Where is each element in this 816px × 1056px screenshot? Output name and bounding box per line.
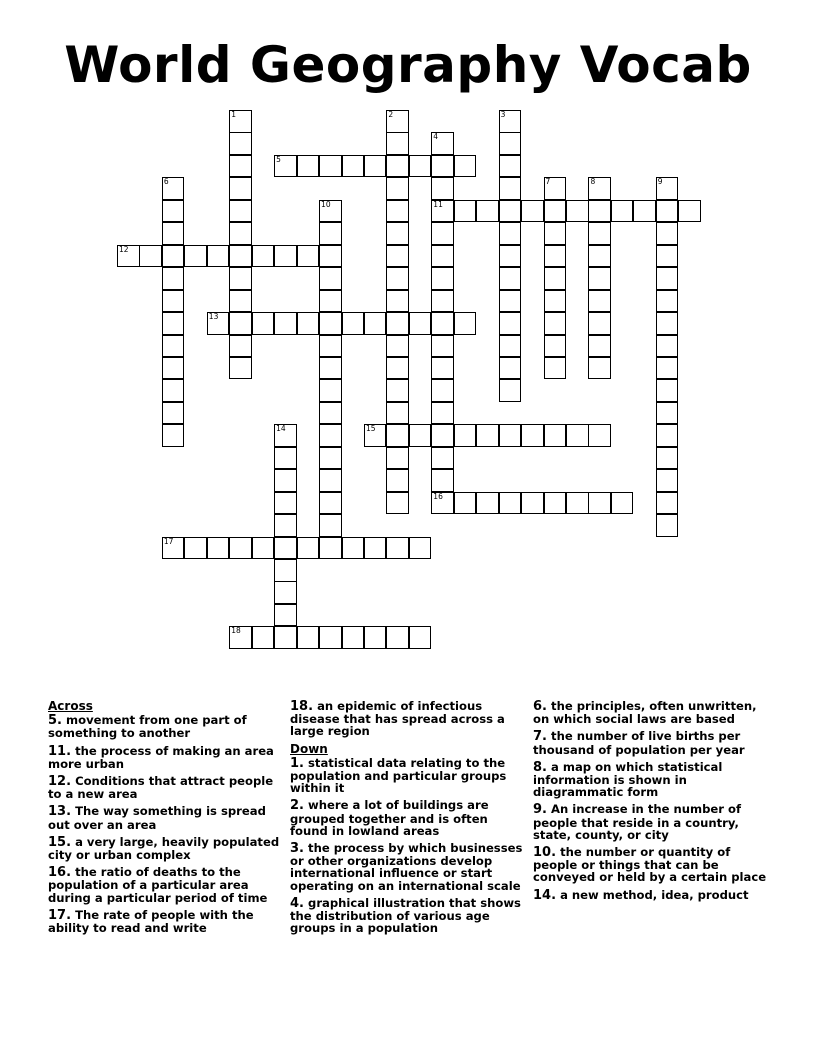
crossword-cell[interactable]: [588, 267, 611, 290]
crossword-cell[interactable]: [162, 424, 185, 447]
clue-number: 5.: [48, 713, 62, 729]
crossword-cell[interactable]: [431, 132, 454, 155]
page-title: World Geography Vocab: [64, 36, 752, 94]
crossword-cell[interactable]: [656, 447, 679, 470]
crossword-cell[interactable]: [499, 110, 522, 133]
crossword-cell[interactable]: [162, 312, 185, 335]
crossword-cell[interactable]: [499, 290, 522, 313]
crossword-cell[interactable]: [342, 537, 365, 560]
down-clue: [533, 889, 773, 902]
crossword-cell[interactable]: [431, 267, 454, 290]
crossword-cell[interactable]: [319, 222, 342, 245]
clue-number-label: 16: [433, 491, 443, 501]
crossword-cell[interactable]: [409, 424, 432, 447]
crossword-cell[interactable]: [544, 424, 567, 447]
crossword-cell[interactable]: [409, 155, 432, 178]
crossword-cell[interactable]: [588, 312, 611, 335]
crossword-cell[interactable]: [454, 155, 477, 178]
crossword-cell[interactable]: [386, 312, 409, 335]
clue-number: 15.: [48, 834, 72, 850]
down-clue: [533, 730, 773, 755]
crossword-cell[interactable]: [431, 447, 454, 470]
crossword-cell[interactable]: [319, 267, 342, 290]
crossword-cell[interactable]: [656, 312, 679, 335]
crossword-cell[interactable]: [229, 290, 252, 313]
crossword-cell[interactable]: [229, 177, 252, 200]
crossword-cell[interactable]: [184, 537, 207, 560]
crossword-cell[interactable]: [431, 402, 454, 425]
crossword-cell[interactable]: [342, 626, 365, 649]
crossword-cell[interactable]: [386, 447, 409, 470]
clue-column-1: [48, 700, 280, 939]
crossword-cell[interactable]: [319, 424, 342, 447]
crossword-cell[interactable]: [274, 514, 297, 537]
crossword-cell[interactable]: [386, 177, 409, 200]
crossword-cell[interactable]: [319, 155, 342, 178]
crossword-cell[interactable]: [656, 267, 679, 290]
crossword-cell[interactable]: [342, 312, 365, 335]
crossword-cell[interactable]: [656, 290, 679, 313]
crossword-cell[interactable]: [431, 492, 454, 515]
crossword-cell[interactable]: [588, 357, 611, 380]
crossword-cell[interactable]: [184, 245, 207, 268]
crossword-cell[interactable]: [274, 604, 297, 627]
crossword-cell[interactable]: [633, 200, 656, 223]
crossword-cell[interactable]: [544, 335, 567, 358]
crossword-cell[interactable]: [229, 312, 252, 335]
crossword-cell[interactable]: [274, 537, 297, 560]
crossword-cell[interactable]: [162, 402, 185, 425]
clue-text: Conditions that attract people to a new area: [48, 774, 274, 802]
crossword-cell[interactable]: [521, 200, 544, 223]
crossword-cell[interactable]: [319, 402, 342, 425]
crossword-cell[interactable]: [431, 155, 454, 178]
crossword-cell[interactable]: [386, 267, 409, 290]
clue-text: a new method, idea, product: [556, 887, 749, 902]
crossword-cell[interactable]: [454, 200, 477, 223]
crossword-cell[interactable]: [499, 379, 522, 402]
clue-number: 4.: [290, 895, 304, 911]
crossword-cell[interactable]: [678, 200, 701, 223]
crossword-cell[interactable]: [431, 312, 454, 335]
crossword-cell[interactable]: [229, 245, 252, 268]
crossword-cell[interactable]: [454, 312, 477, 335]
clue-number: 13.: [48, 804, 72, 820]
crossword-cell[interactable]: [319, 335, 342, 358]
crossword-cell[interactable]: [229, 200, 252, 223]
crossword-cell[interactable]: [431, 357, 454, 380]
crossword-cell[interactable]: [521, 424, 544, 447]
clue-number-label: 17: [163, 536, 174, 546]
crossword-cell[interactable]: [431, 424, 454, 447]
clue-number: 8.: [533, 759, 547, 775]
across-clue: [48, 714, 280, 739]
across-clue: [48, 745, 280, 770]
crossword-cell[interactable]: [162, 537, 185, 560]
crossword-cell[interactable]: [364, 537, 387, 560]
crossword-cell[interactable]: [274, 245, 297, 268]
crossword-cell[interactable]: [274, 581, 297, 604]
crossword-cell[interactable]: [386, 290, 409, 313]
crossword-cell[interactable]: [229, 267, 252, 290]
crossword-cell[interactable]: [364, 424, 387, 447]
across-clue: [48, 775, 280, 800]
clue-number-label: 6: [163, 177, 169, 187]
crossword-cell[interactable]: [431, 222, 454, 245]
crossword-cell[interactable]: [544, 267, 567, 290]
crossword-cell[interactable]: [386, 469, 409, 492]
clue-text: the process by which businesses or other organizations develop international influence or start operating on an international scale: [290, 841, 523, 893]
crossword-cell[interactable]: [431, 469, 454, 492]
crossword-cell[interactable]: [162, 290, 185, 313]
crossword-cell[interactable]: [162, 177, 185, 200]
clue-number-label: 3: [500, 110, 506, 119]
clue-number: 12.: [48, 774, 72, 790]
crossword-cell[interactable]: [566, 492, 589, 515]
crossword-cell[interactable]: [566, 424, 589, 447]
crossword-cell[interactable]: [588, 424, 611, 447]
crossword-cell[interactable]: [544, 290, 567, 313]
crossword-cell[interactable]: [319, 626, 342, 649]
crossword-cell[interactable]: [252, 537, 275, 560]
crossword-cell[interactable]: [431, 379, 454, 402]
clue-number: 7.: [533, 729, 547, 745]
crossword-cell[interactable]: [229, 132, 252, 155]
clue-text: the number of live births per thousand of population per year: [533, 729, 745, 757]
crossword-cell[interactable]: [252, 626, 275, 649]
crossword-cell[interactable]: [656, 424, 679, 447]
crossword-cell[interactable]: [588, 177, 611, 200]
crossword-cell[interactable]: [207, 245, 230, 268]
crossword-cell[interactable]: [207, 312, 230, 335]
crossword-cell[interactable]: [162, 200, 185, 223]
crossword-cell[interactable]: [656, 200, 679, 223]
clue-number-label: 18: [231, 626, 241, 636]
crossword-cell[interactable]: [162, 335, 185, 358]
clue-number-label: 1: [231, 110, 237, 119]
crossword-cell[interactable]: [454, 424, 477, 447]
crossword-cell[interactable]: [207, 537, 230, 560]
clue-number: 6.: [533, 699, 547, 714]
crossword-cell[interactable]: [319, 245, 342, 268]
crossword-cell[interactable]: [274, 469, 297, 492]
crossword-cell[interactable]: [274, 312, 297, 335]
crossword-cell[interactable]: [499, 312, 522, 335]
clue-number: 10.: [533, 845, 557, 861]
crossword-cell[interactable]: [319, 469, 342, 492]
crossword-cell[interactable]: [229, 155, 252, 178]
clue-number-label: 10: [321, 199, 331, 209]
crossword-cell[interactable]: [521, 492, 544, 515]
crossword-cell[interactable]: [252, 312, 275, 335]
crossword-cell[interactable]: [499, 155, 522, 178]
clue-number-label: 11: [433, 199, 443, 209]
clue-number-label: 4: [433, 132, 439, 142]
clue-number: 3.: [290, 841, 304, 857]
down-clue: [290, 842, 528, 892]
clue-text: a very large, heavily populated city or urban complex: [48, 834, 280, 863]
down-clue: [533, 700, 773, 725]
crossword-cell[interactable]: [319, 514, 342, 537]
crossword-cell[interactable]: [117, 245, 140, 268]
crossword-cell[interactable]: [431, 290, 454, 313]
crossword-cell[interactable]: [162, 379, 185, 402]
crossword-cell[interactable]: [431, 200, 454, 223]
crossword-cell[interactable]: [588, 222, 611, 245]
crossword-cell[interactable]: [386, 402, 409, 425]
crossword-cell[interactable]: [611, 492, 634, 515]
clue-text: where a lot of buildings are grouped together and is often found in lowland areas: [290, 798, 489, 838]
crossword-cell[interactable]: [656, 514, 679, 537]
crossword-cell[interactable]: [364, 155, 387, 178]
crossword-cell[interactable]: [476, 200, 499, 223]
crossword-cell[interactable]: [588, 290, 611, 313]
crossword-cell[interactable]: [386, 335, 409, 358]
clue-number-label: 5: [276, 154, 281, 164]
crossword-cell[interactable]: [476, 492, 499, 515]
crossword-cell[interactable]: [656, 379, 679, 402]
crossword-cell[interactable]: [499, 492, 522, 515]
crossword-cell[interactable]: [319, 379, 342, 402]
crossword-cell[interactable]: [364, 312, 387, 335]
clue-text: statistical data relating to the population and particular groups within it: [290, 755, 507, 796]
crossword-cell[interactable]: [454, 492, 477, 515]
clue-number: 16.: [48, 865, 72, 881]
crossword-cell[interactable]: [656, 245, 679, 268]
across-clue: [48, 805, 280, 830]
crossword-cell[interactable]: [656, 469, 679, 492]
crossword-cell[interactable]: [319, 290, 342, 313]
clue-text: a map on which statistical information is shown in diagrammatic form: [533, 759, 723, 800]
clue-text: graphical illustration that shows the distribution of various age groups in a population: [290, 895, 521, 936]
crossword-cell[interactable]: [386, 200, 409, 223]
crossword-cell[interactable]: [229, 335, 252, 358]
crossword-cell[interactable]: [229, 222, 252, 245]
crossword-cell[interactable]: [544, 312, 567, 335]
clue-text: movement from one part of something to another: [48, 713, 247, 741]
crossword-cell[interactable]: [499, 222, 522, 245]
crossword-cell[interactable]: [499, 200, 522, 223]
crossword-cell[interactable]: [319, 312, 342, 335]
across-heading: Across: [48, 699, 93, 713]
crossword-cell[interactable]: [274, 626, 297, 649]
crossword-cell[interactable]: [544, 200, 567, 223]
crossword-cell[interactable]: [297, 312, 320, 335]
crossword-cell[interactable]: [544, 492, 567, 515]
crossword-cell[interactable]: [319, 200, 342, 223]
clue-number: 14.: [533, 887, 557, 903]
crossword-cell[interactable]: [297, 155, 320, 178]
crossword-cell[interactable]: [656, 357, 679, 380]
crossword-cell[interactable]: [386, 424, 409, 447]
crossword-cell[interactable]: [431, 335, 454, 358]
clue-number: 1.: [290, 755, 304, 771]
crossword-cell[interactable]: [588, 200, 611, 223]
crossword-cell[interactable]: [656, 335, 679, 358]
clue-number-label: 7: [545, 177, 551, 187]
clue-number: 18.: [290, 699, 314, 714]
crossword-cell[interactable]: [386, 357, 409, 380]
crossword-cell[interactable]: [252, 245, 275, 268]
crossword-cell[interactable]: [544, 222, 567, 245]
crossword-cell[interactable]: [229, 537, 252, 560]
crossword-cell[interactable]: [319, 447, 342, 470]
crossword-cell[interactable]: [499, 177, 522, 200]
down-clue: [290, 757, 528, 795]
clue-column-2: [290, 700, 528, 939]
clue-number-label: 2: [388, 110, 394, 119]
clue-number-label: 9: [657, 177, 663, 187]
crossword-cell[interactable]: [274, 492, 297, 515]
crossword-cell[interactable]: [162, 267, 185, 290]
crossword-cell[interactable]: [386, 379, 409, 402]
crossword-cell[interactable]: [431, 245, 454, 268]
down-clue: [290, 799, 528, 837]
down-clue: [290, 897, 528, 935]
crossword-cell[interactable]: [656, 402, 679, 425]
down-heading: Down: [290, 741, 328, 756]
crossword-cell[interactable]: [386, 132, 409, 155]
crossword-cell[interactable]: [364, 626, 387, 649]
crossword-cell[interactable]: [386, 245, 409, 268]
clue-text: the process of making an area more urban: [48, 743, 274, 771]
crossword-cell[interactable]: [656, 492, 679, 515]
clue-text: An increase in the number of people that reside in a country, state, county, or city: [533, 802, 742, 842]
crossword-cell[interactable]: [139, 245, 162, 268]
clue-number-label: 12: [119, 244, 129, 254]
across-clue: [290, 700, 528, 738]
clue-number: 11.: [48, 743, 72, 759]
crossword-cell[interactable]: [611, 200, 634, 223]
crossword-cell[interactable]: [342, 155, 365, 178]
crossword-cell[interactable]: [274, 155, 297, 178]
crossword-cell[interactable]: [319, 537, 342, 560]
crossword-cell[interactable]: [544, 357, 567, 380]
crossword-cell[interactable]: [499, 424, 522, 447]
crossword-cell[interactable]: [499, 267, 522, 290]
clue-number-label: 14: [276, 424, 286, 434]
crossword-cell[interactable]: [476, 424, 499, 447]
crossword-cell[interactable]: [229, 110, 252, 133]
crossword-cell[interactable]: [431, 177, 454, 200]
clue-number: 2.: [290, 798, 304, 814]
clue-number-label: 13: [208, 312, 219, 322]
clue-text: the ratio of deaths to the population of a particular area during a particular period of time: [48, 865, 268, 905]
clue-text: the number or quantity of people or things that can be conveyed or held by a certain place: [533, 845, 767, 885]
crossword-cell[interactable]: [499, 357, 522, 380]
crossword-cell[interactable]: [274, 424, 297, 447]
crossword-cell[interactable]: [319, 492, 342, 515]
clue-text: The rate of people with the ability to read and write: [48, 907, 254, 936]
crossword-cell[interactable]: [386, 222, 409, 245]
clue-number-label: 8: [590, 177, 596, 187]
across-clue: [48, 836, 280, 861]
crossword-cell[interactable]: [566, 200, 589, 223]
crossword-cell[interactable]: [274, 559, 297, 582]
crossword-cell[interactable]: [386, 155, 409, 178]
crossword-cell[interactable]: [588, 245, 611, 268]
crossword-cell[interactable]: [409, 626, 432, 649]
crossword-cell[interactable]: [162, 357, 185, 380]
clue-text: an epidemic of infectious disease that has spread across a large region: [290, 699, 505, 739]
crossword-cell[interactable]: [656, 177, 679, 200]
clue-number: 17.: [48, 907, 72, 923]
crossword-cell[interactable]: [229, 626, 252, 649]
crossword-cell[interactable]: [409, 537, 432, 560]
crossword-cell[interactable]: [499, 245, 522, 268]
crossword-cell[interactable]: [229, 357, 252, 380]
clue-column-3: [533, 700, 773, 907]
crossword-cell[interactable]: [297, 537, 320, 560]
across-clue: [48, 866, 280, 904]
crossword-cell[interactable]: [274, 447, 297, 470]
crossword-cell[interactable]: [656, 222, 679, 245]
crossword-cell[interactable]: [162, 222, 185, 245]
clue-text: the principles, often unwritten, on which social laws are based: [533, 699, 757, 727]
crossword-cell[interactable]: [297, 245, 320, 268]
crossword-cell[interactable]: [544, 245, 567, 268]
crossword-cell[interactable]: [588, 492, 611, 515]
across-clue: [48, 909, 280, 934]
crossword-cell[interactable]: [386, 626, 409, 649]
crossword-cell[interactable]: [386, 492, 409, 515]
down-clue: [533, 846, 773, 884]
crossword-cell[interactable]: [409, 312, 432, 335]
crossword-cell[interactable]: [297, 626, 320, 649]
crossword-cell[interactable]: [499, 132, 522, 155]
crossword-cell[interactable]: [544, 177, 567, 200]
crossword-cell[interactable]: [386, 110, 409, 133]
clue-number: 9.: [533, 802, 547, 818]
down-clue: [533, 761, 773, 799]
crossword-cell[interactable]: [386, 537, 409, 560]
down-clue: [533, 803, 773, 841]
clue-text: The way something is spread out over an area: [48, 804, 266, 832]
crossword-cell[interactable]: [162, 245, 185, 268]
crossword-cell[interactable]: [588, 335, 611, 358]
clue-number-label: 15: [365, 424, 376, 434]
crossword-cell[interactable]: [499, 335, 522, 358]
crossword-cell[interactable]: [319, 357, 342, 380]
